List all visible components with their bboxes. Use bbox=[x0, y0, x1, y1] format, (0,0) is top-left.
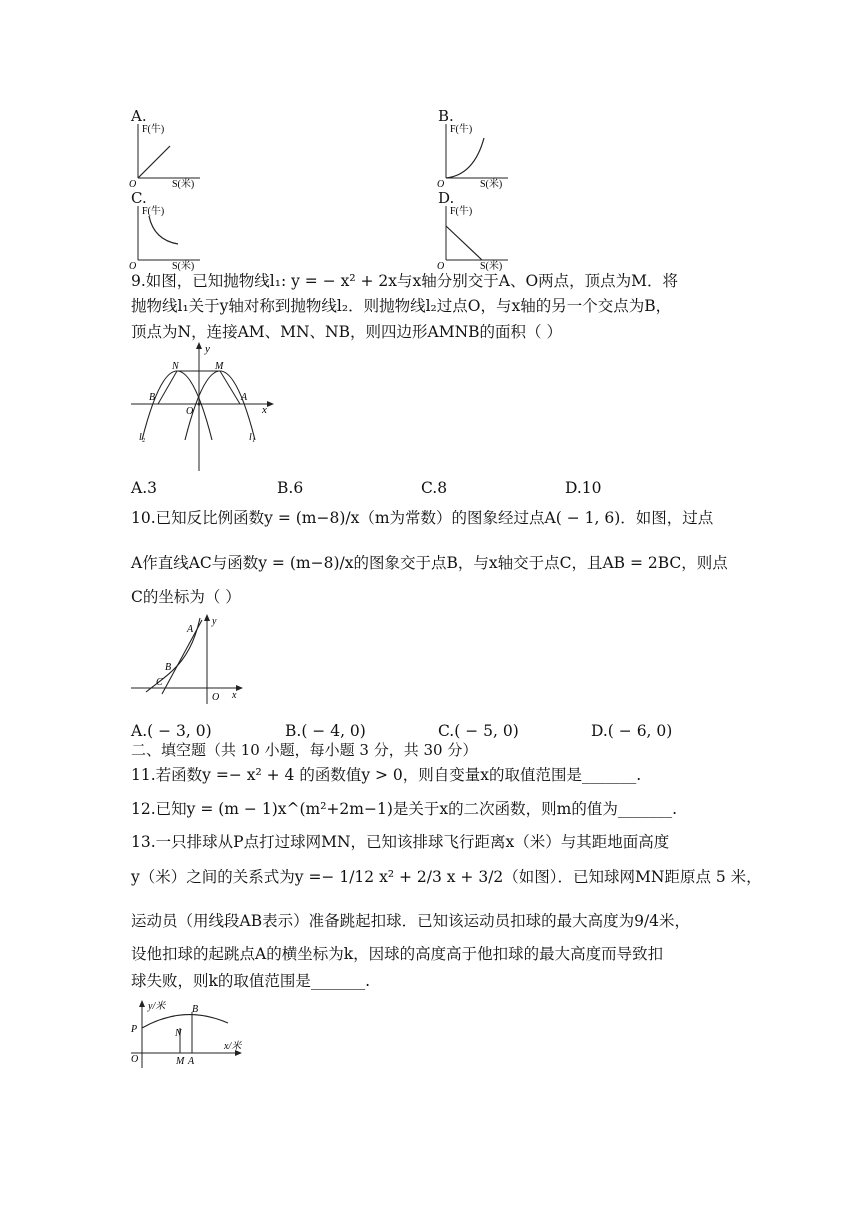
decreasing-curve bbox=[149, 216, 178, 244]
svg-text:y/米: y/米 bbox=[148, 1001, 166, 1012]
q13-text-line2: y（米）之间的关系式为y =− 1/12 x² + 2/3 x + 3/2（如图）．已知球网MN距原点 5 米， bbox=[131, 868, 762, 886]
svg-text:C: C bbox=[156, 677, 163, 688]
parabola-l1 bbox=[185, 371, 255, 440]
proportional-line bbox=[138, 146, 170, 178]
svg-text:y: y bbox=[205, 343, 210, 355]
svg-text:O: O bbox=[186, 406, 194, 417]
svg-text:A: A bbox=[188, 1056, 195, 1067]
q11-text: 11.若函数y =− x² + 4 的函数值y > 0，则自变量x的取值范围是_______. bbox=[131, 766, 642, 784]
q13-text-line1: 13.一只排球从P点打过球网MN，已知该排球飞行距离x（米）与其距地面高度 bbox=[131, 833, 670, 851]
svg-text:N: N bbox=[172, 361, 179, 372]
q9-option-b: B.6 bbox=[277, 479, 304, 497]
q9-option-a: A.3 bbox=[131, 479, 157, 497]
ball-trajectory bbox=[142, 1015, 228, 1028]
q9-text-line1: 9.如图，已知抛物线l₁: y = − x² + 2x与x轴分别交于A、O两点，顶点为M．将 bbox=[131, 272, 679, 290]
q9-option-d: D.10 bbox=[565, 479, 602, 497]
origin-label: O bbox=[129, 261, 137, 272]
q8-option-a-graph bbox=[128, 120, 203, 192]
svg-text:A: A bbox=[241, 392, 248, 403]
q13-text-line5: 球失败，则k的取值范围是_______. bbox=[131, 972, 371, 990]
q13-text-line4: 设他扣球的起跳点A的横坐标为k，因球的高度高于他扣球的最大高度而导致扣 bbox=[131, 945, 664, 963]
q12-text: 12.已知y = (m − 1)x^(m²+2m−1)是关于x的二次函数，则m的值为_______. bbox=[131, 800, 677, 818]
q10-text-line1: 10.已知反比例函数y = (m−8)/x（m为常数）的图象经过点A( − 1, 6)．如图，过点 bbox=[131, 509, 714, 527]
svg-text:O: O bbox=[212, 692, 220, 703]
q10-text-line2: A作直线AC与函数y = (m−8)/x的图象交于点B，与x轴交于点C，且AB = 2BC，则点 bbox=[131, 554, 728, 572]
origin-label: O bbox=[437, 261, 445, 272]
svg-text:B: B bbox=[149, 392, 156, 403]
svg-text:O: O bbox=[131, 1054, 139, 1065]
q8-option-d-graph bbox=[436, 202, 511, 274]
x-axis-label: S(米) bbox=[172, 179, 195, 190]
svg-text:M: M bbox=[176, 1056, 185, 1067]
increasing-curve bbox=[446, 138, 484, 178]
svg-text:x/米: x/米 bbox=[224, 1041, 242, 1052]
q8-option-c-graph bbox=[128, 202, 203, 274]
svg-text:M: M bbox=[215, 361, 224, 372]
y-axis-label: F(牛) bbox=[142, 124, 165, 135]
q9-text-line3: 顶点为N，连接AM、MN、NB，则四边形AMNB的面积（ ） bbox=[131, 323, 562, 341]
origin-label: O bbox=[129, 179, 137, 190]
x-axis-label: S(米) bbox=[172, 261, 195, 272]
svg-text:l₂: l₂ bbox=[139, 432, 146, 443]
q13-volleyball-figure bbox=[128, 998, 246, 1072]
svg-text:B: B bbox=[192, 1004, 199, 1015]
q9-option-c: C.8 bbox=[421, 479, 448, 497]
q13-text-line3: 运动员（用线段AB表示）准备跳起扣球．已知该运动员扣球的最大高度为9/4米， bbox=[131, 912, 691, 930]
q8-option-b-letter: B. bbox=[438, 107, 454, 125]
q10-option-b: B.( − 4, 0) bbox=[285, 722, 366, 740]
q9-parabola-figure bbox=[128, 340, 278, 472]
origin-label: O bbox=[437, 179, 445, 190]
x-axis-label: S(米) bbox=[480, 261, 503, 272]
y-axis-label: F(牛) bbox=[450, 206, 473, 217]
q8-option-b-graph bbox=[436, 120, 511, 192]
q9-text-line2: 抛物线l₁关于y轴对称到抛物线l₂．则抛物线l₂过点O，与x轴的另一个交点为B， bbox=[131, 297, 672, 315]
parabola-l2 bbox=[142, 371, 212, 440]
svg-text:y: y bbox=[212, 616, 217, 627]
q8-option-c-letter: C. bbox=[131, 189, 147, 207]
svg-text:P: P bbox=[131, 1024, 138, 1035]
x-axis-label: S(米) bbox=[480, 179, 503, 190]
q10-option-a: A.( − 3, 0) bbox=[131, 722, 212, 740]
svg-text:x: x bbox=[262, 404, 267, 416]
svg-text:A: A bbox=[187, 624, 194, 635]
q10-hyperbola-figure bbox=[128, 612, 246, 708]
section-heading: 二、填空题（共 10 小题，每小题 3 分，共 30 分） bbox=[131, 741, 478, 759]
svg-text:l₁: l₁ bbox=[249, 432, 256, 443]
y-axis-label: F(牛) bbox=[142, 206, 165, 217]
svg-text:B: B bbox=[165, 662, 172, 673]
svg-text:x: x bbox=[232, 690, 237, 701]
q10-text-line3: C的坐标为（ ） bbox=[131, 588, 241, 606]
q8-option-a-letter: A. bbox=[131, 107, 147, 125]
svg-text:N: N bbox=[175, 1028, 182, 1039]
line-ac bbox=[162, 620, 202, 694]
q10-option-c: C.( − 5, 0) bbox=[438, 722, 519, 740]
decreasing-line bbox=[446, 226, 482, 260]
q10-option-d: D.( − 6, 0) bbox=[591, 722, 673, 740]
y-axis-label: F(牛) bbox=[450, 124, 473, 135]
q8-option-d-letter: D. bbox=[438, 189, 455, 207]
